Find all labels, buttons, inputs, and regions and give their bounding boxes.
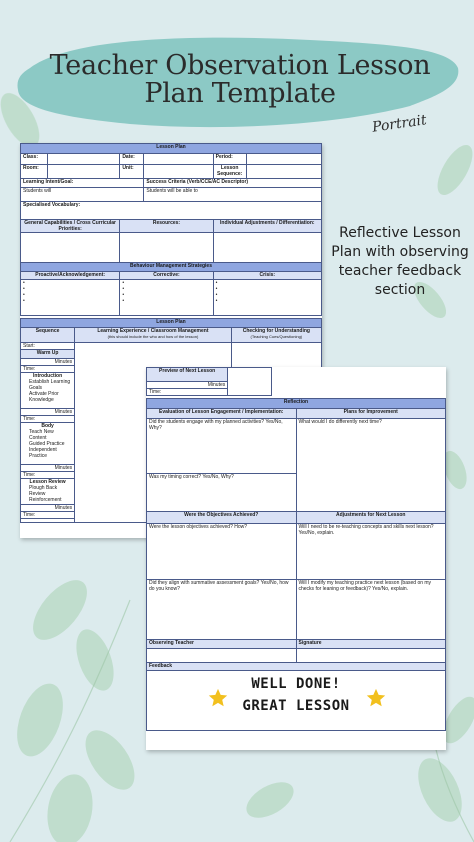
- period-field[interactable]: [246, 154, 321, 165]
- body-time[interactable]: Time:: [21, 472, 75, 479]
- checking-title: Checking for Understanding: [242, 328, 310, 334]
- objectives-question[interactable]: Were the lesson objectives achieved? How?: [147, 524, 297, 580]
- review-cell: [21, 479, 75, 505]
- students-able-cell[interactable]: Students will be able to: [144, 188, 322, 202]
- sequence-header: Sequence: [21, 328, 75, 343]
- preview-time[interactable]: Time:: [147, 389, 228, 396]
- evaluation-header: Evaluation of Lesson Engagement / Implementation:: [147, 409, 297, 419]
- date-field[interactable]: [144, 154, 213, 165]
- plans-header: Plans for Improvement: [296, 409, 446, 419]
- general-capabilities-header: General Capabilities / Cross Curricular Priorities:: [21, 220, 120, 233]
- body-cell: [21, 423, 75, 465]
- observing-teacher-label: Observing Teacher: [147, 640, 297, 649]
- date-label: Date:: [120, 154, 144, 165]
- learning-intent-label: Learning Intent/Goal:: [21, 179, 144, 188]
- timing-question[interactable]: Was my timing correct? Yes/No, Why?: [147, 474, 297, 512]
- success-criteria-label: Success Criteria (Verb/CCE/AC Descriptor): [144, 179, 322, 188]
- title-area: [0, 20, 474, 140]
- body-item: Independent Practice: [29, 447, 57, 459]
- resources-cell[interactable]: [120, 233, 213, 263]
- signature-field[interactable]: [296, 649, 446, 663]
- introduction-minutes[interactable]: Minutes: [21, 409, 75, 416]
- review-minutes[interactable]: Minutes: [21, 505, 75, 512]
- checking-note: (Teaching Cues/Questioning): [250, 334, 303, 339]
- intro-item: Establish Learning Goals: [29, 379, 71, 391]
- learning-experience-note: (this should include the who and how of the lesson): [107, 334, 199, 339]
- reflection-table: [146, 398, 446, 731]
- warm-up-label: Warm Up: [21, 350, 75, 359]
- bullet: •: [122, 292, 125, 298]
- unit-field[interactable]: [144, 165, 213, 179]
- reteaching-question[interactable]: Will I need to be re-teaching concepts and skills next lesson? Yes/No, explain.: [296, 524, 446, 580]
- start-cell[interactable]: Start:: [21, 343, 75, 350]
- students-will-cell[interactable]: Students will: [21, 188, 144, 202]
- lesson-plan-header: Lesson Plan: [21, 144, 322, 154]
- review-time[interactable]: Time:: [21, 512, 75, 519]
- body-minutes[interactable]: Minutes: [21, 465, 75, 472]
- body-item: Guided Practice: [29, 441, 65, 447]
- objectives-header: Were the Objectives Achieved?: [147, 512, 297, 524]
- warm-up-minutes[interactable]: Minutes: [21, 359, 75, 366]
- well-done-text: WELL DONE!: [251, 676, 341, 692]
- period-label: Period:: [213, 154, 246, 165]
- learning-experience-header: [75, 328, 232, 343]
- bullet: •: [23, 286, 25, 292]
- unit-label: Unit:: [120, 165, 144, 179]
- bullet: •: [215, 280, 218, 286]
- lesson-sequence-field[interactable]: [246, 165, 321, 179]
- room-label: Room:: [21, 165, 48, 179]
- star-icon: [207, 687, 229, 709]
- resources-header: Resources:: [120, 220, 213, 233]
- warm-up-time[interactable]: Time:: [21, 366, 75, 373]
- review-item: Reinforcement: [29, 497, 62, 503]
- review-item: Plough Back: [29, 485, 58, 491]
- title-line-2: Plan Template: [144, 78, 336, 109]
- star-icon: [365, 687, 387, 709]
- preview-minutes[interactable]: Minutes: [147, 382, 228, 389]
- proactive-cell[interactable]: [21, 280, 120, 316]
- introduction-time[interactable]: Time:: [21, 416, 75, 423]
- differently-question[interactable]: What would I do differently next time?: [296, 419, 446, 512]
- summative-question[interactable]: Did they align with summative assessment goals? Yes/No, how do you know?: [147, 580, 297, 640]
- corrective-header: Corrective:: [120, 272, 213, 280]
- crisis-cell[interactable]: [213, 280, 321, 316]
- learning-experience-title: Learning Experience / Classroom Management: [97, 328, 209, 334]
- proactive-header: Proactive/Acknowledgement:: [21, 272, 120, 280]
- class-label: Class:: [21, 154, 48, 165]
- signature-label: Signature: [296, 640, 446, 649]
- adjustments-header: Adjustments for Next Lesson: [296, 512, 446, 524]
- behaviour-header: Behaviour Management Strategies: [21, 263, 322, 272]
- bullet: •: [23, 298, 25, 304]
- intro-item: Activate Prior Knowledge: [29, 391, 59, 403]
- lesson-sequence-label: Lesson Sequence:: [213, 165, 246, 179]
- body-label: Body: [41, 423, 54, 429]
- engagement-question[interactable]: Did the students engage with my planned activities? Yes/No, Why?: [147, 419, 297, 474]
- individual-adjustments-header: Individual Adjustments / Differentiation:: [213, 220, 321, 233]
- room-field[interactable]: [48, 165, 120, 179]
- title-tag: Portrait: [371, 112, 428, 136]
- bullet: •: [23, 280, 25, 286]
- great-lesson-text: GREAT LESSON: [242, 698, 350, 714]
- lesson-plan-2-header: Lesson Plan: [21, 319, 322, 328]
- modify-practice-question[interactable]: Will I modify my teaching practice next lesson (based on my checks for leaning or feedback)? Yes/No, explain.: [296, 580, 446, 640]
- page-title: [40, 52, 440, 108]
- bullet: •: [122, 280, 125, 286]
- bullet: •: [23, 292, 25, 298]
- reflection-sheet: [146, 367, 446, 750]
- preview-table: [146, 367, 272, 396]
- review-item: Review: [29, 491, 46, 497]
- lesson-plan-table: [20, 143, 322, 316]
- bullet: •: [215, 298, 218, 304]
- title-line-1: Teacher Observation Lesson: [49, 50, 431, 81]
- individual-adjustments-cell[interactable]: [213, 233, 321, 263]
- class-field[interactable]: [48, 154, 120, 165]
- feedback-cell[interactable]: [147, 671, 446, 731]
- bullet: •: [122, 298, 125, 304]
- corrective-cell[interactable]: [120, 280, 213, 316]
- review-label: Lesson Review: [29, 479, 66, 485]
- crisis-header: Crisis:: [213, 272, 321, 280]
- side-description: Reflective Lesson Plan with observing teacher feedback section: [331, 225, 469, 298]
- preview-label: Preview of Next Lesson: [147, 368, 228, 382]
- observing-teacher-field[interactable]: [147, 649, 297, 663]
- preview-cell[interactable]: [228, 368, 272, 396]
- spacer-cell: [21, 519, 75, 523]
- bullet: •: [215, 286, 218, 292]
- introduction-cell: [21, 373, 75, 409]
- body-item: Teach New Content: [29, 429, 54, 441]
- checking-header: [231, 328, 321, 343]
- bullet: •: [122, 286, 125, 292]
- reflection-header: Reflection: [147, 399, 446, 409]
- bullet: •: [215, 292, 218, 298]
- feedback-label: Feedback: [147, 663, 446, 671]
- general-capabilities-cell[interactable]: [21, 233, 120, 263]
- vocab-label: Specialised Vocabulary:: [21, 202, 322, 220]
- introduction-label: Introduction: [33, 373, 63, 379]
